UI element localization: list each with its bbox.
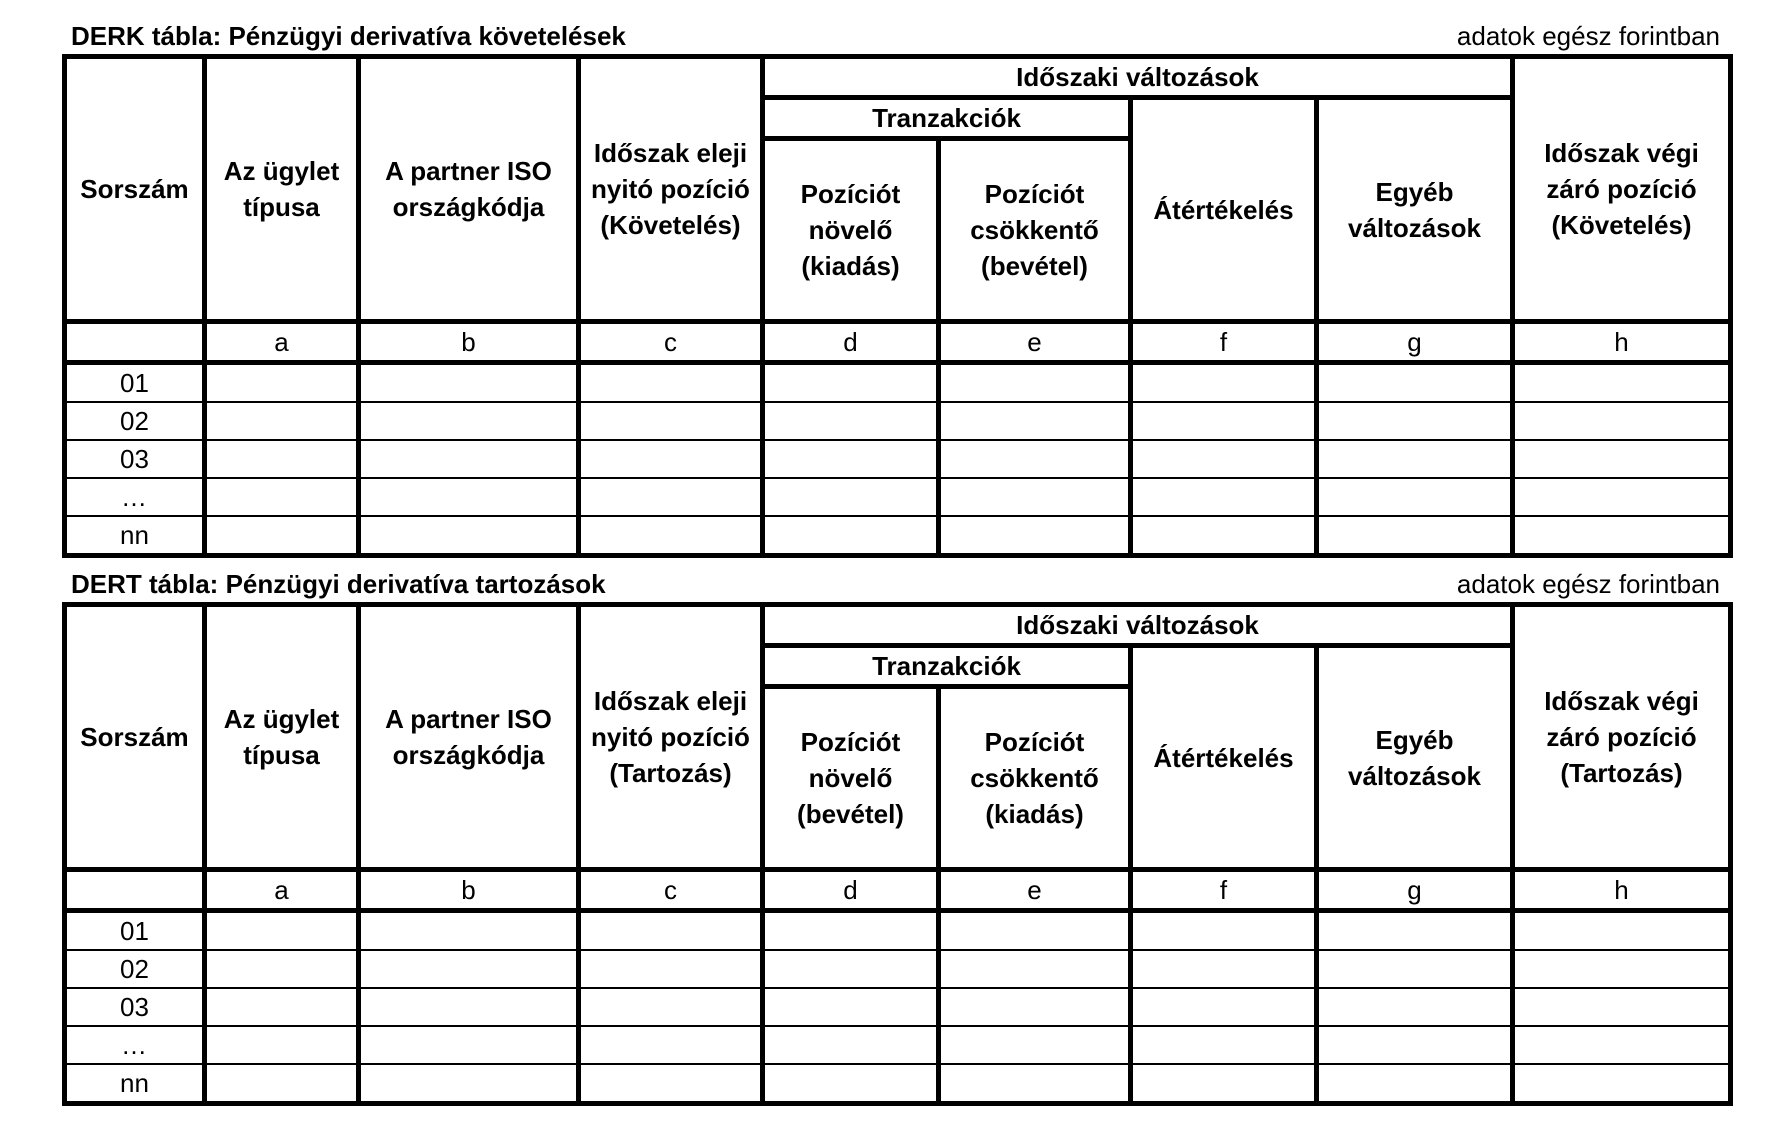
header-idoszaki-valtozasok: Időszaki változások: [763, 57, 1513, 98]
header-line: záró pozíció: [1546, 722, 1697, 752]
input-cell[interactable]: [1513, 478, 1731, 516]
header-line: csökkentő: [970, 215, 1099, 245]
table-row: [65, 440, 1731, 478]
input-cell[interactable]: [205, 363, 359, 403]
header-line: Időszak eleji: [593, 686, 748, 716]
table-row: [65, 402, 1731, 440]
row-number: 01: [65, 911, 205, 951]
row-number: 01: [65, 363, 205, 403]
input-cell[interactable]: [939, 911, 1131, 951]
header-tranzakciok: Tranzakciók: [763, 646, 1131, 687]
input-cell[interactable]: [1131, 363, 1317, 403]
header-nyito-pozicio: [579, 57, 763, 322]
header-line: A partner ISO: [385, 156, 552, 186]
dert-section: [62, 566, 1728, 1106]
table-row: [65, 1026, 1731, 1064]
table-row: [65, 1064, 1731, 1104]
column-letter-a: a: [205, 322, 359, 363]
input-cell[interactable]: [763, 911, 939, 951]
input-cell[interactable]: [1317, 363, 1513, 403]
input-cell[interactable]: [359, 911, 579, 951]
input-cell[interactable]: [763, 440, 939, 478]
input-cell[interactable]: [1131, 402, 1317, 440]
header-line: növelő: [808, 763, 893, 793]
input-cell[interactable]: [1317, 402, 1513, 440]
input-cell[interactable]: [359, 402, 579, 440]
input-cell[interactable]: [763, 478, 939, 516]
input-cell[interactable]: [1513, 1026, 1731, 1064]
table-row: [65, 478, 1731, 516]
row-number: …: [65, 478, 205, 516]
input-cell[interactable]: [1513, 1064, 1731, 1104]
input-cell[interactable]: [359, 950, 579, 988]
header-line: záró pozíció: [1546, 174, 1697, 204]
column-letter-d: d: [763, 322, 939, 363]
header-line: változások: [1348, 760, 1481, 791]
input-cell[interactable]: [1317, 1026, 1513, 1064]
header-pozicio-novelo: [763, 139, 939, 322]
input-cell[interactable]: [763, 516, 939, 556]
header-pozicio-csokkento: [939, 687, 1131, 870]
input-cell[interactable]: [939, 516, 1131, 556]
header-atertekeles: Átértékelés: [1131, 98, 1317, 322]
header-line: (Tartozás): [1560, 758, 1683, 788]
input-cell[interactable]: [939, 402, 1131, 440]
header-line: Időszak végi: [1544, 138, 1699, 168]
letter-cell-blank: [65, 322, 205, 363]
header-line: Az ügylet: [223, 156, 340, 186]
input-cell[interactable]: [579, 1064, 763, 1104]
input-cell[interactable]: [1131, 1026, 1317, 1064]
header-line: növelő: [808, 215, 893, 245]
header-nyito-pozicio: [579, 605, 763, 870]
input-cell[interactable]: [763, 402, 939, 440]
header-line: (Tartozás): [609, 758, 732, 788]
header-line: Pozíciót: [800, 727, 901, 757]
header-egyeb-valtozasok: [1317, 98, 1513, 322]
input-cell[interactable]: [579, 363, 763, 403]
input-cell[interactable]: [1317, 478, 1513, 516]
header-line: (kiadás): [985, 799, 1084, 829]
column-letter-b: b: [359, 322, 579, 363]
input-cell[interactable]: [359, 1026, 579, 1064]
header-pozicio-novelo: [763, 687, 939, 870]
header-line: változások: [1348, 212, 1481, 243]
row-number: nn: [65, 1064, 205, 1104]
header-line: országkódja: [392, 192, 545, 222]
input-cell[interactable]: [359, 988, 579, 1026]
input-cell[interactable]: [1131, 1064, 1317, 1104]
header-sorszam: Sorszám: [65, 57, 205, 322]
header-line: A partner ISO: [385, 704, 552, 734]
letter-cell-blank: [65, 870, 205, 911]
input-cell[interactable]: [1317, 516, 1513, 556]
input-cell[interactable]: [939, 440, 1131, 478]
table-caption: [62, 18, 1728, 54]
input-cell[interactable]: [205, 440, 359, 478]
input-cell[interactable]: [1317, 950, 1513, 988]
input-cell[interactable]: [1513, 402, 1731, 440]
column-letter-f: f: [1131, 870, 1317, 911]
input-cell[interactable]: [1131, 516, 1317, 556]
column-letter-g: g: [1317, 870, 1513, 911]
header-line: típusa: [243, 192, 320, 222]
input-cell[interactable]: [1131, 950, 1317, 988]
input-cell[interactable]: [763, 988, 939, 1026]
table-row: [65, 911, 1731, 951]
input-cell[interactable]: [1513, 911, 1731, 951]
table-row: [65, 950, 1731, 988]
input-cell[interactable]: [205, 988, 359, 1026]
input-cell[interactable]: [205, 1064, 359, 1104]
header-line: Pozíciót: [984, 179, 1085, 209]
header-line: Időszak eleji: [593, 138, 748, 168]
input-cell[interactable]: [939, 988, 1131, 1026]
header-egyeb-valtozasok: [1317, 646, 1513, 870]
input-cell[interactable]: [579, 440, 763, 478]
input-cell[interactable]: [1131, 911, 1317, 951]
header-line: típusa: [243, 740, 320, 770]
input-cell[interactable]: [1317, 1064, 1513, 1104]
input-cell[interactable]: [1131, 478, 1317, 516]
table-caption: [62, 566, 1728, 602]
input-cell[interactable]: [1317, 440, 1513, 478]
header-atertekeles: Átértékelés: [1131, 646, 1317, 870]
header-line: (kiadás): [801, 251, 900, 281]
header-line: Az ügylet: [223, 704, 340, 734]
input-cell[interactable]: [1513, 440, 1731, 478]
input-cell[interactable]: [1513, 988, 1731, 1026]
input-cell[interactable]: [579, 516, 763, 556]
table-row: [65, 363, 1731, 403]
column-letter-c: c: [579, 870, 763, 911]
input-cell[interactable]: [205, 516, 359, 556]
input-cell[interactable]: [359, 478, 579, 516]
input-cell[interactable]: [579, 988, 763, 1026]
input-cell[interactable]: [579, 911, 763, 951]
header-tranzakciok: Tranzakciók: [763, 98, 1131, 139]
header-sorszam: Sorszám: [65, 605, 205, 870]
header-zaro-pozicio: [1513, 605, 1731, 870]
input-cell[interactable]: [1513, 363, 1731, 403]
header-line: Egyéb: [1375, 176, 1454, 207]
header-idoszaki-valtozasok: Időszaki változások: [763, 605, 1513, 646]
header-ugylet-tipusa: [205, 57, 359, 322]
input-cell[interactable]: [763, 1026, 939, 1064]
header-line: (bevétel): [797, 799, 904, 829]
input-cell[interactable]: [939, 950, 1131, 988]
column-letter-f: f: [1131, 322, 1317, 363]
form-table: [62, 54, 1733, 558]
header-line: Pozíciót: [984, 727, 1085, 757]
input-cell[interactable]: [579, 950, 763, 988]
row-number: …: [65, 1026, 205, 1064]
input-cell[interactable]: [205, 1026, 359, 1064]
table-title: DERK tábla: Pénzügyi derivatíva követelések: [71, 21, 626, 51]
input-cell[interactable]: [1317, 988, 1513, 1026]
input-cell[interactable]: [359, 1064, 579, 1104]
table-row: [65, 516, 1731, 556]
input-cell[interactable]: [939, 1026, 1131, 1064]
input-cell[interactable]: [1131, 988, 1317, 1026]
input-cell[interactable]: [205, 478, 359, 516]
column-letter-e: e: [939, 870, 1131, 911]
header-partner-iso: [359, 57, 579, 322]
input-cell[interactable]: [359, 516, 579, 556]
column-letter-h: h: [1513, 870, 1731, 911]
header-line: Pozíciót: [800, 179, 901, 209]
derk-section: [62, 18, 1728, 558]
header-line: (Követelés): [1551, 210, 1692, 240]
input-cell[interactable]: [359, 363, 579, 403]
input-cell[interactable]: [939, 478, 1131, 516]
input-cell[interactable]: [1513, 950, 1731, 988]
header-line: nyitó pozíció: [591, 722, 750, 752]
column-letter-e: e: [939, 322, 1131, 363]
header-line: nyitó pozíció: [591, 174, 750, 204]
row-number: 02: [65, 402, 205, 440]
table-unit: adatok egész forintban: [1456, 569, 1720, 599]
column-letter-row: [65, 870, 1731, 911]
header-zaro-pozicio: [1513, 57, 1731, 322]
input-cell[interactable]: [939, 1064, 1131, 1104]
header-ugylet-tipusa: [205, 605, 359, 870]
header-line: Időszak végi: [1544, 686, 1699, 716]
column-letter-a: a: [205, 870, 359, 911]
column-letter-row: [65, 322, 1731, 363]
column-letter-h: h: [1513, 322, 1731, 363]
header-line: (Követelés): [600, 210, 741, 240]
input-cell[interactable]: [763, 1064, 939, 1104]
input-cell[interactable]: [579, 1026, 763, 1064]
column-letter-g: g: [1317, 322, 1513, 363]
row-number: 03: [65, 440, 205, 478]
input-cell[interactable]: [1131, 440, 1317, 478]
input-cell[interactable]: [1513, 516, 1731, 556]
column-letter-b: b: [359, 870, 579, 911]
input-cell[interactable]: [359, 440, 579, 478]
header-pozicio-csokkento: [939, 139, 1131, 322]
header-partner-iso: [359, 605, 579, 870]
input-cell[interactable]: [939, 363, 1131, 403]
header-line: Egyéb: [1375, 724, 1454, 755]
table-title: DERT tábla: Pénzügyi derivatíva tartozások: [71, 569, 606, 599]
header-line: (bevétel): [981, 251, 1088, 281]
input-cell[interactable]: [763, 950, 939, 988]
header-line: országkódja: [392, 740, 545, 770]
row-number: 03: [65, 988, 205, 1026]
input-cell[interactable]: [579, 478, 763, 516]
input-cell[interactable]: [579, 402, 763, 440]
form-table: [62, 602, 1733, 1106]
column-letter-c: c: [579, 322, 763, 363]
row-number: 02: [65, 950, 205, 988]
column-letter-d: d: [763, 870, 939, 911]
input-cell[interactable]: [205, 911, 359, 951]
table-unit: adatok egész forintban: [1456, 21, 1720, 51]
input-cell[interactable]: [205, 950, 359, 988]
row-number: nn: [65, 516, 205, 556]
input-cell[interactable]: [205, 402, 359, 440]
input-cell[interactable]: [1317, 911, 1513, 951]
table-row: [65, 988, 1731, 1026]
input-cell[interactable]: [763, 363, 939, 403]
header-line: csökkentő: [970, 763, 1099, 793]
